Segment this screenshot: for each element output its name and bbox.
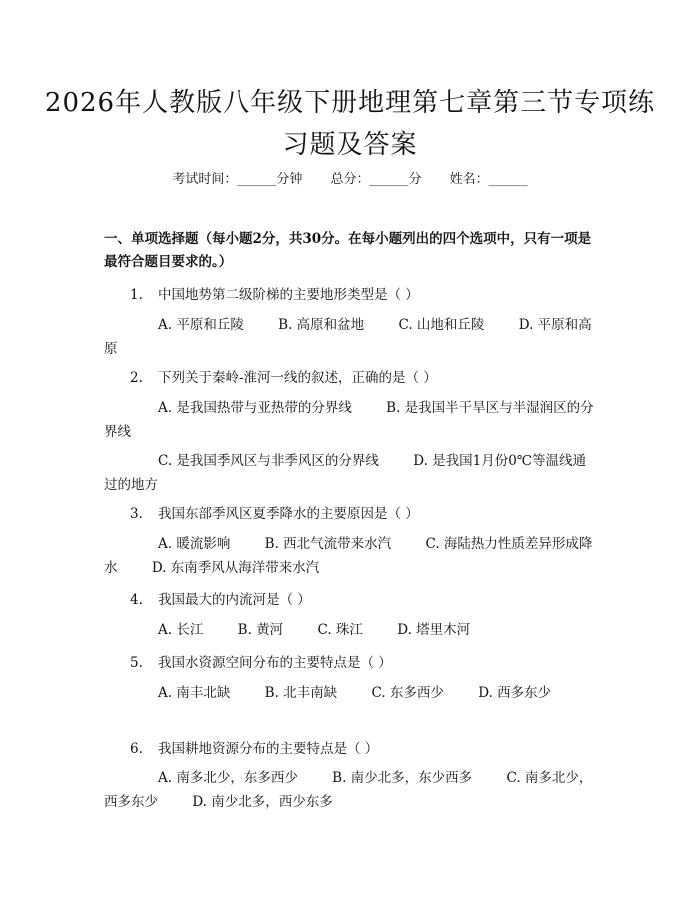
question-number: 4. <box>130 592 143 608</box>
question-stem: 下列关于秦岭-淮河一线的叙述，正确的是（ ） <box>158 370 437 386</box>
question-5-options: A. 南丰北缺 B. 北丰南缺 C. 东多西少 D. 西多东少 <box>158 685 552 701</box>
question-6-options: A. 南多北少，东多西少 B. 南少北多，东少西多 C. 南多北少，西多东少 D. 南少北多，西少东多 <box>104 770 593 810</box>
exam-time: 考试时间：______分钟 <box>172 172 303 187</box>
question-2-options-cd: C. 是我国季风区与非季风区的分界线 D. 是我国1月份0℃等温线通过的地方 <box>104 453 586 493</box>
question-1-options: A. 平原和丘陵 B. 高原和盆地 C. 山地和丘陵 D. 平原和高原 <box>104 317 592 357</box>
question-3 <box>130 502 419 522</box>
question-number: 5. <box>130 655 143 671</box>
question-6 <box>130 737 378 757</box>
question-stem: 我国东部季风区夏季降水的主要原因是（ ） <box>158 506 419 522</box>
question-number: 1. <box>130 287 143 303</box>
document-title: 2026年人教版八年级下册地理第七章第三节专项练习题及答案 <box>44 88 656 160</box>
question-number: 3. <box>130 506 143 522</box>
question-4-options: A. 长江 B. 黄河 C. 珠江 D. 塔里木河 <box>158 622 471 638</box>
question-3-options: A. 暖流影响 B. 西北气流带来水汽 C. 海陆热力性质差异形成降水 D. 东南季风从海洋带来水汽 <box>104 536 593 576</box>
question-stem: 中国地势第二级阶梯的主要地形类型是（ ） <box>158 287 419 303</box>
question-stem: 我国水资源空间分布的主要特点是（ ） <box>158 655 392 671</box>
question-2-options-ab: A. 是我国热带与亚热带的分界线 B. 是我国半干旱区与半湿润区的分界线 <box>104 400 594 440</box>
question-2 <box>130 366 437 386</box>
question-5 <box>130 651 392 671</box>
total-score: 总分：______分 <box>330 172 422 187</box>
question-number: 6. <box>130 741 143 757</box>
question-1 <box>130 283 419 303</box>
question-number: 2. <box>130 370 143 386</box>
question-4 <box>130 588 311 608</box>
section-heading: 一、单项选择题（每小题2分，共30分。在每小题列出的四个选项中，只有一项是最符合题目要求的。） <box>104 231 592 270</box>
question-stem: 我国耕地资源分布的主要特点是（ ） <box>158 741 379 757</box>
exam-info <box>0 168 700 187</box>
question-stem: 我国最大的内流河是（ ） <box>158 592 311 608</box>
student-name: 姓名：______ <box>449 172 528 187</box>
